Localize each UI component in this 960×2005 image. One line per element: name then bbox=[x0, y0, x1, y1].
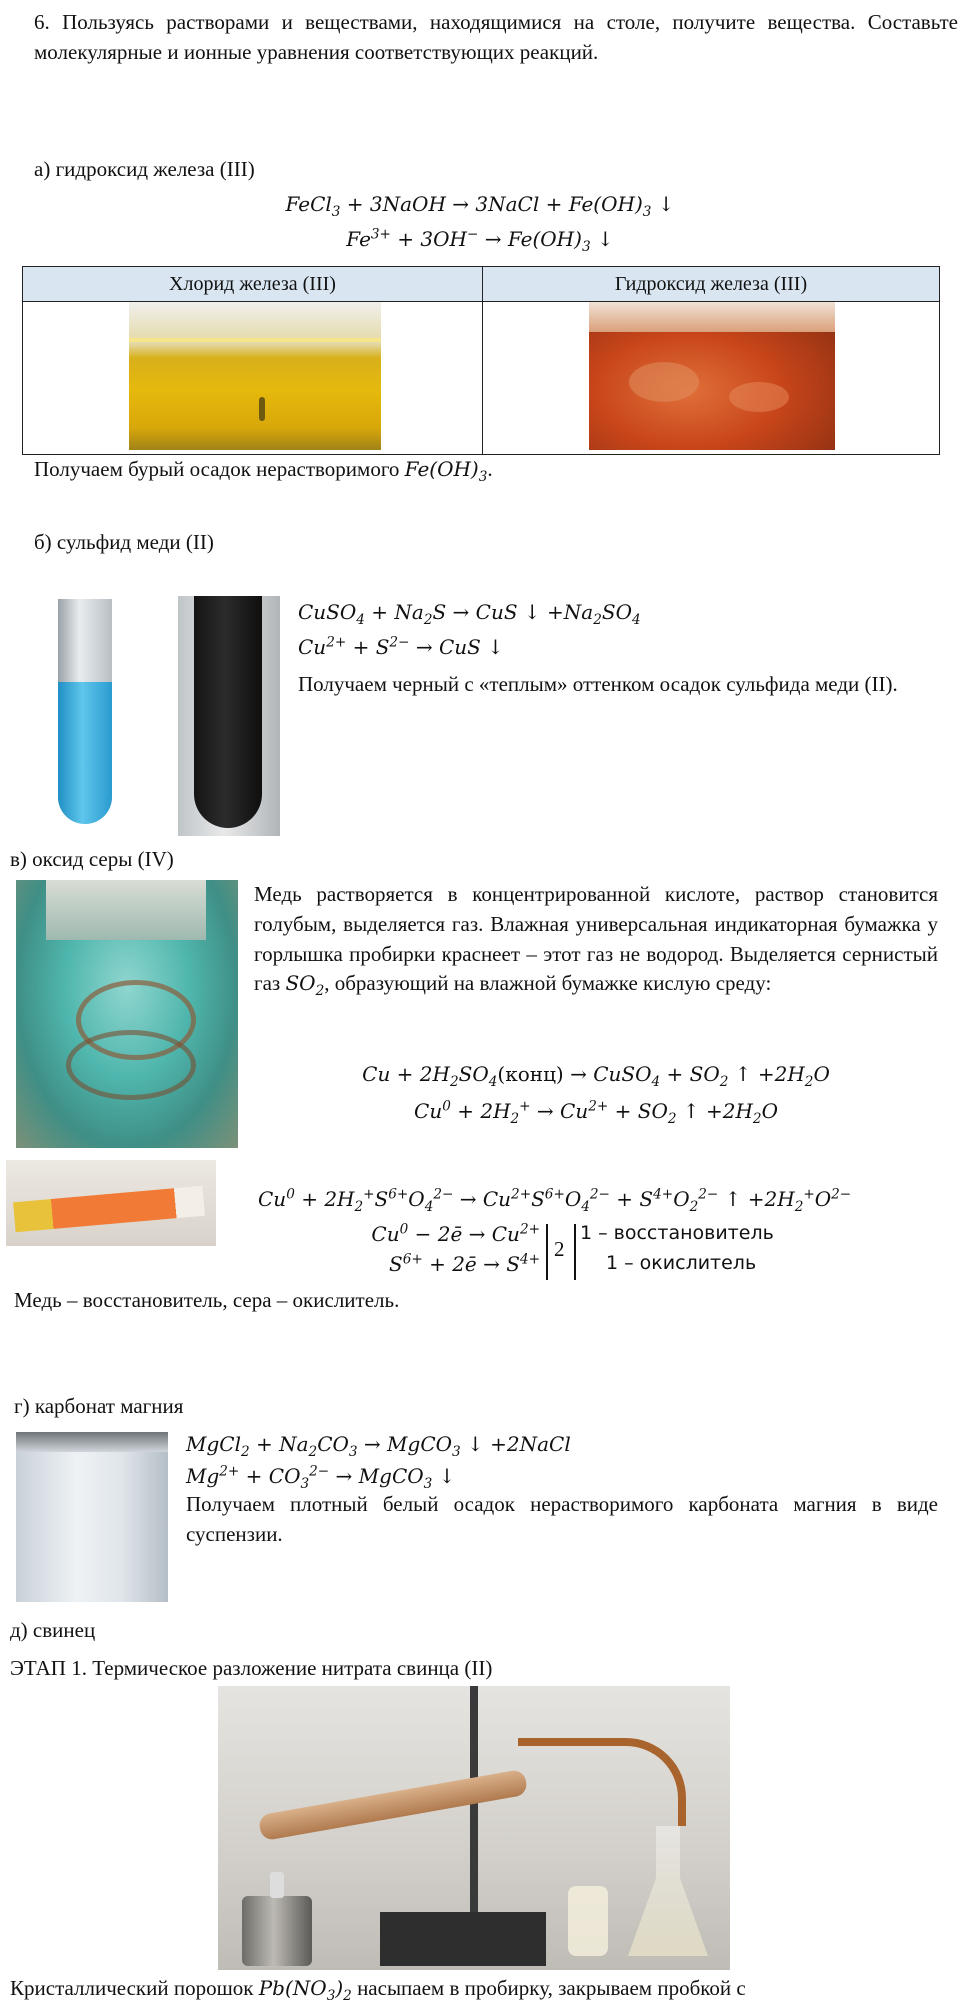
table-header-iron-hydroxide: Гидроксид железа (III) bbox=[483, 267, 940, 302]
section-a-title: а) гидроксид железа (III) bbox=[34, 157, 255, 181]
magnesium-carbonate-photo bbox=[16, 1432, 168, 1602]
indicator-paper-photo bbox=[6, 1160, 216, 1246]
half-reaction-sulfur: $S^{6+}$ + 2ē → $S^{4+}$ bbox=[388, 1251, 540, 1276]
section-b-text: Получаем черный с «теплым» оттенком осадок сульфида меди (II). bbox=[298, 672, 898, 696]
conc-label: (конц) bbox=[497, 1062, 564, 1086]
copper-sulfide-tube-photo bbox=[178, 596, 280, 836]
half-reaction-copper: $Cu^0$ − 2ē → $Cu^{2+}$ bbox=[371, 1221, 540, 1246]
table-cell-iron-hydroxide bbox=[483, 302, 940, 455]
equation-b-ionic: $Cu^{2+} + S^{2-}$ → CuS ↓ bbox=[298, 634, 504, 659]
section-c-text: Медь растворяется в концентрированной кислоте, раствор становится голубым, выделяется газ. Влажная универсальная индикаторная бумажка у горлышка пробирки краснеет – этот газ не водород. Выделяется сернистый газ $SO_2$, образующий на влажной бумажке кислую среду: bbox=[254, 882, 938, 1000]
equation-a-ionic: $Fe^{3+} + 3OH^- \to Fe(OH)_3$ ↓ bbox=[346, 226, 614, 255]
section-c-text-part2: , образующий на влажной бумажке кислую среду: bbox=[324, 971, 772, 996]
section-a-table bbox=[22, 266, 940, 455]
section-a-conclusion: Получаем бурый осадок нерастворимого $Fe(OH)_3$. bbox=[34, 457, 493, 485]
section-c-title: в) оксид серы (IV) bbox=[10, 847, 174, 871]
role-oxidizer: 1 – окислитель bbox=[606, 1252, 757, 1274]
section-c-text-part1: Медь растворяется в концентрированной кислоте, раствор становится голубым, выделяется газ. Влажная универсальная индикаторная бумажка у горлышка пробирки краснеет – этот газ не водород. Выделяется сернистый газ bbox=[254, 882, 938, 996]
section-a-conclusion-text: Получаем бурый осадок нерастворимого bbox=[34, 457, 405, 481]
equation-c-ionic: $Cu^0 + 2H_2^+ \to Cu^{2+} + SO_2$ ↑ $+2H_2O$ bbox=[414, 1098, 778, 1127]
section-c-conclusion: Медь – восстановитель, сера – окислитель. bbox=[14, 1288, 400, 1312]
lead-nitrate-setup-photo bbox=[218, 1686, 730, 1970]
section-e-bottom-prefix: Кристаллический порошок bbox=[10, 1976, 259, 2000]
copper-sulfate-tube-photo bbox=[36, 599, 134, 835]
section-e-bottom-text: Кристаллический порошок $Pb(NO_3)_2$ насыпаем в пробирку, закрываем пробкой с bbox=[10, 1976, 746, 2004]
equation-b-molecular: CuSO$_4$ + $Na_2S$ → CuS ↓ $+Na_2SO_4$ bbox=[298, 600, 641, 628]
copper-acid-tube-photo bbox=[16, 880, 238, 1148]
equation-d-molecular: MgCl$_2$ + $Na_2CO_3$ → MgCO$_3$ ↓ +2NaCl bbox=[186, 1432, 571, 1460]
table-header-iron-chloride: Хлорид железа (III) bbox=[23, 267, 483, 302]
task-heading: 6. Пользуясь растворами и веществами, находящимися на столе, получите вещества. Составьте молекулярные и ионные уравнения соответствующих реакций. bbox=[34, 10, 958, 64]
equation-a-molecular: FeCl$_3$ + 3NaOH → 3NaCl + $Fe(OH)_3$ ↓ bbox=[285, 192, 675, 220]
iron-hydroxide-photo bbox=[589, 302, 835, 450]
table-cell-iron-chloride bbox=[23, 302, 483, 455]
section-b-title: б) сульфид меди (II) bbox=[34, 530, 214, 554]
section-d-title: г) карбонат магния bbox=[14, 1394, 184, 1418]
electron-balance-bar-right bbox=[574, 1224, 576, 1280]
section-e-bottom-suffix: насыпаем в пробирку, закрываем пробкой с bbox=[351, 1976, 746, 2000]
equation-c-molecular: $Cu + 2H_2SO_4(конц)$ → CuSO$_4$ + $SO_2$ ↑ $+2H_2O$ bbox=[362, 1062, 830, 1090]
role-reducer: 1 – восстановитель bbox=[580, 1222, 774, 1244]
section-d-text: Получаем плотный белый осадок нерастворимого карбоната магния в виде суспензии. bbox=[186, 1492, 938, 1546]
electron-balance-coef: 2 bbox=[554, 1237, 565, 1261]
iron-chloride-photo bbox=[129, 302, 381, 450]
equation-c-full-ionic: $Cu^0 + 2H_2^+S^{6+}O_4^{2-} \to Cu^{2+}S^{6+}O_4^{2-} + S^{4+}O_2^{2-}$ ↑ $+2H_2^+O^{2-}$ bbox=[258, 1186, 852, 1215]
section-e-stage: ЭТАП 1. Термическое разложение нитрата свинца (II) bbox=[10, 1656, 493, 1680]
electron-balance-bar-left bbox=[546, 1224, 548, 1280]
equation-d-ionic: $Mg^{2+} + CO_3^{2-}$ → MgCO$_3$ ↓ bbox=[186, 1463, 456, 1492]
section-e-title: д) свинец bbox=[10, 1618, 96, 1642]
